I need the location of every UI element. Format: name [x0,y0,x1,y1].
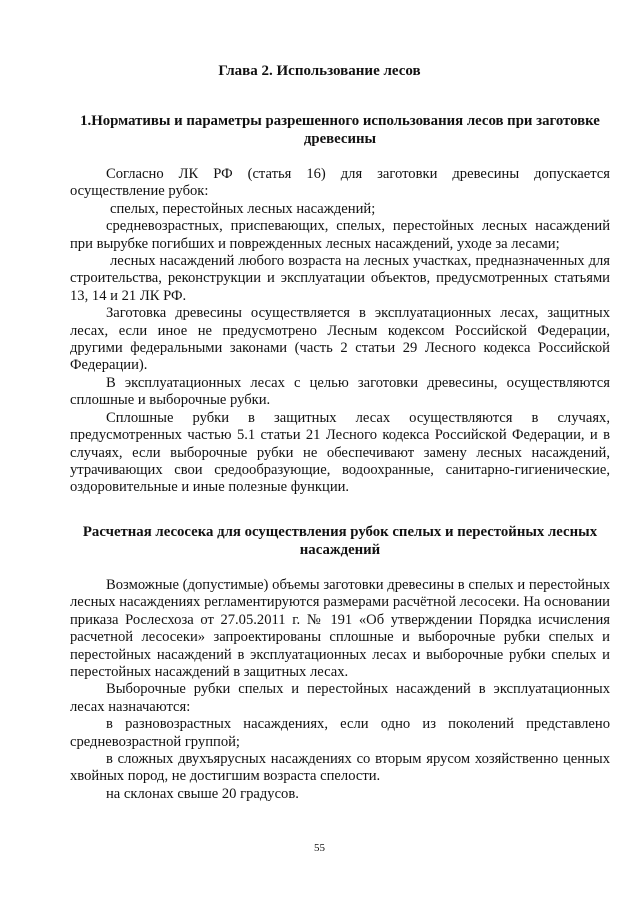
paragraph: Возможные (допустимые) объемы заготовки древесины в спелых и перестойных лесных насаждениях регламентируются размерами расчётной лесосеки. На основании приказа Рослесхоза от 27.05.2011 г. № 191 «Об утверждении Порядка исчисления расчетной лесосеки» запроектированы сплошные и выборочные рубки спелых и перестойных насаждений в эксплуатационных лесах и выборочные рубки спелых и перестойных насаждений в защитных лесах. [70,577,610,681]
paragraph: В эксплуатационных лесах с целью заготовки древесины, осуществляются сплошные и выборочные рубки. [70,374,610,409]
list-item: средневозрастных, приспевающих, спелых, перестойных лесных насаждений при вырубке погибших и поврежденных лесных насаждений, уходе за лесами; [70,218,610,252]
list-item: на склонах свыше 20 градусов. [106,785,299,802]
paragraph: Согласно ЛК РФ (статья 16) для заготовки древесины допускается осуществление рубок: [70,166,610,200]
section-2-body [70,577,610,803]
page-number: 55 [314,842,325,854]
paragraph: Выборочные рубки спелых и перестойных насаждений в эксплуатационных лесах назначаются: [70,681,610,715]
list-item: в разновозрастных насаждениях, если одно из поколений представлено средневозрастной группой; [70,716,610,750]
list-item: в сложных двухъярусных насаждениях со вторым ярусом хозяйственно ценных хвойных пород, не достигшим возраста спелости. [70,751,610,785]
list-item: спелых, перестойных лесных насаждений; [110,200,376,217]
section-1-body [70,166,610,497]
chapter-title: Глава 2. Использование лесов [218,63,421,79]
paragraph: Сплошные рубки в защитных лесах осуществляются в случаях, предусмотренных частью 5.1 статьи 21 Лесного кодекса Российской Федерации, и в случаях, если выборочные рубки не обеспечивают замену лесных насаждений, утрачивающих свои средообразующие, водоохранные, санитарно-гигиенические, оздоровительные и иные полезные функции. [70,409,610,496]
list-item: лесных насаждений любого возраста на лесных участках, предназначенных для строительства, реконструкции и эксплуатации объектов, предусмотренных статьями 13, 14 и 21 ЛК РФ. [70,253,610,304]
paragraph: Заготовка древесины осуществляется в эксплуатационных лесах, защитных лесах, если иное не предусмотрено Лесным кодексом Российской Федерации, другими федеральными законами (часть 2 статьи 29 Лесного кодекса Российской Федерации). [70,305,610,374]
section-1-heading: 1.Нормативы и параметры разрешенного использования лесов при заготовке древесины [80,113,600,147]
section-2-heading: Расчетная лесосека для осуществления рубок спелых и перестойных лесных насаждений [82,524,598,558]
